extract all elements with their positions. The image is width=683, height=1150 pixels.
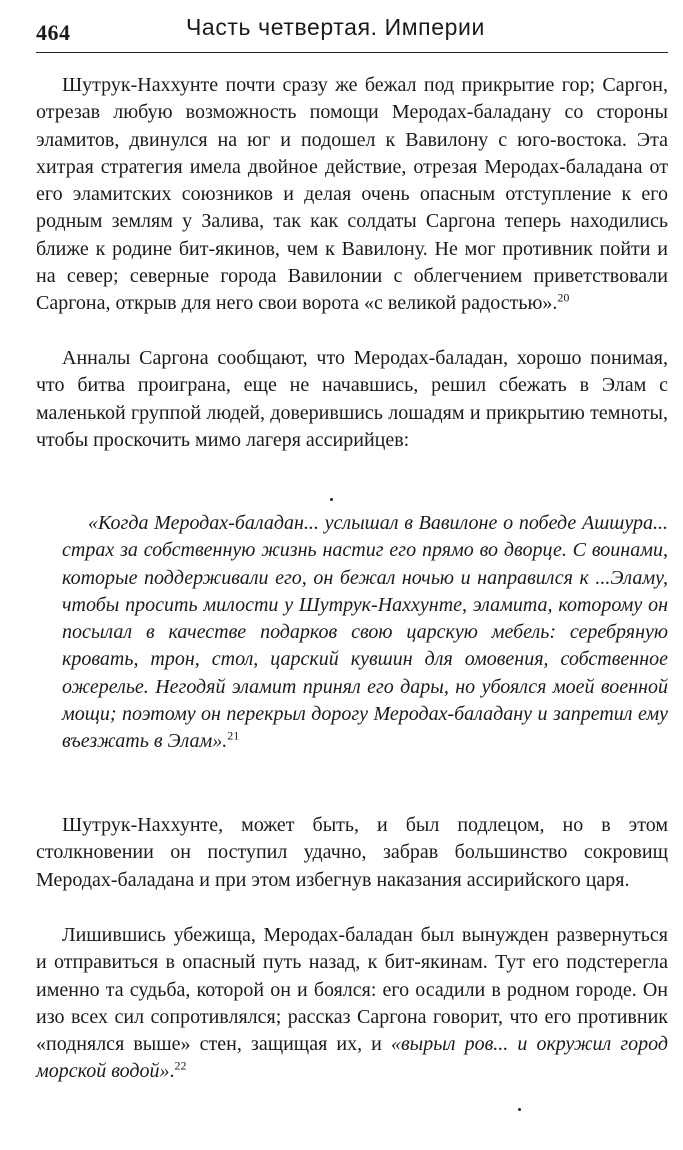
paragraph-3-text: Шутрук-Наххунте, может быть, и был подлецом, но в этом столкновении он поступил удачно, забрав большинство сокровищ Меродах-баладана и при этом избегнув наказания ассирийского царя. bbox=[36, 814, 668, 891]
paragraph-2-text: Анналы Саргона сообщают, что Меродах-баладан, хорошо понимая, что битва проиграна, еще не начавшись, решил сбежать в Элам с маленькой группой людей, доверившись лошадям и прикрытию темноты, чтобы проскочить мимо лагеря ассирийцев: bbox=[36, 347, 668, 451]
page-number: 464 bbox=[36, 20, 71, 45]
quotation-block bbox=[62, 510, 668, 756]
paragraph-4-end: . bbox=[169, 1060, 175, 1083]
paragraph-4 bbox=[36, 922, 668, 1086]
paragraph-3 bbox=[36, 812, 668, 894]
paragraph-1-text: Шутрук-Наххунте почти сразу же бежал под прикрытие гор; Саргон, отрезав любую возможность помощи Меродах-баладану со стороны эламитов, двинулся на юг и подошел к Вавилону с юго-востока. Эта хитрая стратегия имела двойное действие, отрезая Меродах-баладана от его эламитских союзников и делая очень опасным отступление к его родным землям у Залива, так как солдаты Саргона теперь находились ближе к родине бит-якинов, чем к Вавилону. Не мог противник пойти и на север; северные города Вавилонии с облегчением приветствовали Саргона, открыв для него свои ворота «с великой радостью». bbox=[36, 74, 668, 315]
quotation-text: «Когда Меродах-баладан... услышал в Вавилоне о победе Ашшура... страх за собственную жизнь настиг его прямо во дворце. С воинами, которые поддерживали его, он бежал ночью и направился к ...Эламу, чтобы просить милости у Шутрук-Наххунте, эламита, которому он посылал в качестве подарков свою царскую мебель: серебряную кровать, трон, стол, царский кувшин для омовения, собственное ожерелье. Негодяй эламит принял его дары, но убоялся моей военной мощи; поэтому он перекрыл дорогу Меродах-баладану и запретил ему въезжать в Элам». bbox=[62, 512, 668, 753]
running-title: Часть четвертая. Империи bbox=[186, 14, 485, 40]
header-rule bbox=[36, 52, 668, 53]
paragraph-1 bbox=[36, 72, 668, 318]
paragraph-2 bbox=[36, 345, 668, 454]
footnote-ref-21: 21 bbox=[227, 728, 240, 743]
page-header bbox=[36, 12, 668, 52]
stray-mark bbox=[330, 498, 333, 501]
paragraph-4-text: Лишившись убежища, Меродах-баладан был вынужден развернуться и отправиться в опасный путь назад, к бит-якинам. Тут его подстерегла именно та судьба, которой он и боялся: его осадили в родном городе. Он изо всех сил сопротивлялся; рассказ Саргона говорит, что его противник «поднялся выше» стен, защищая их, и bbox=[36, 924, 668, 1056]
footnote-ref-22: 22 bbox=[174, 1058, 187, 1073]
stray-mark bbox=[518, 1108, 521, 1111]
footnote-ref-20: 20 bbox=[557, 290, 570, 305]
paragraph-4-quote: «вырыл ров... и окружил город морской водой» bbox=[36, 1033, 669, 1083]
